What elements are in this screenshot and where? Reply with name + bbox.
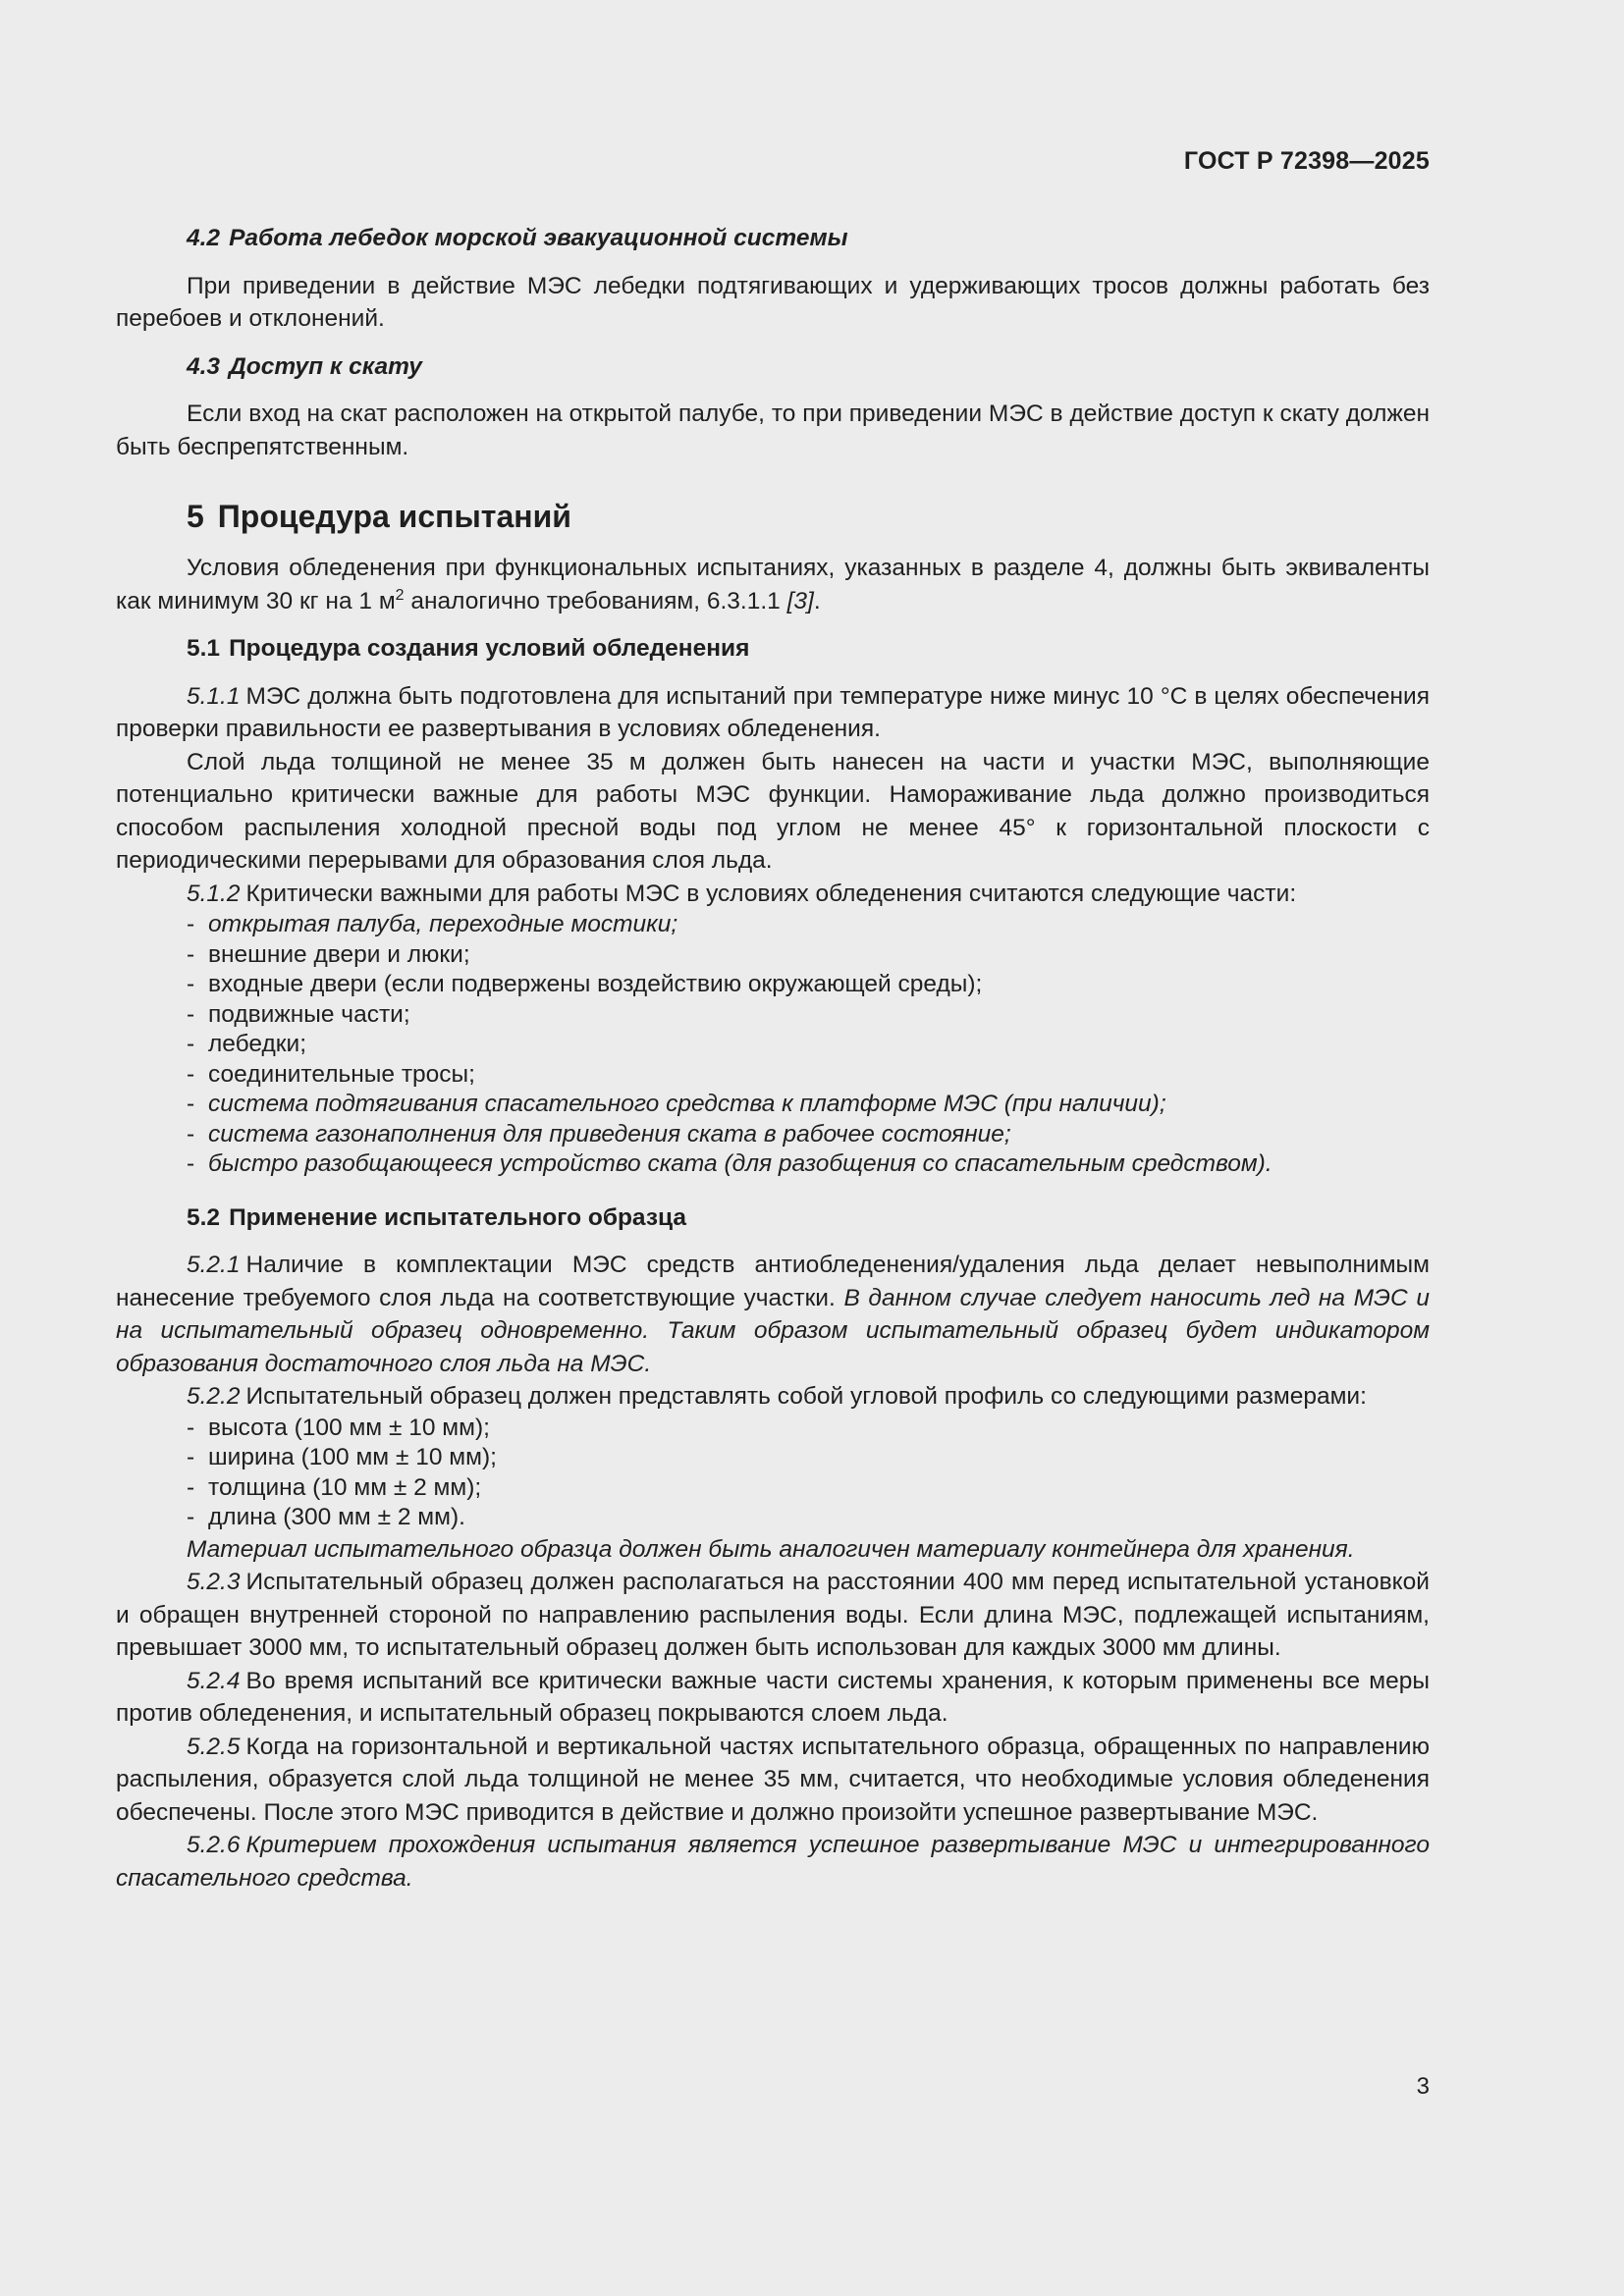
list-item: - ширина (100 мм ± 10 мм); (187, 1444, 497, 1470)
superscript: 2 (395, 586, 405, 604)
list-item: - внешние двери и люки; (187, 940, 470, 968)
section-title: Применение испытательного образца (229, 1203, 687, 1231)
document-body (116, 222, 1430, 1895)
section-number: 5.1 (187, 635, 221, 662)
clause-number: 5.2.2 (187, 1383, 241, 1410)
intro-text: Условия обледенения при функциональных испытаниях, указанных в разделе 4, должны быть эквиваленты как минимум 30 кг на 1 м (116, 555, 1430, 614)
section-5-heading (187, 497, 1430, 536)
material-note: Материал испытательного образца должен быть аналогичен материалу контейнера для хранения. (187, 1535, 1355, 1563)
critical-parts-list (116, 910, 1430, 1180)
paragraph-5-2-4 (116, 1665, 1430, 1731)
list-item: - длина (300 мм ± 2 мм). (187, 1504, 465, 1530)
section-title: Работа лебедок морской эвакуационной системы (229, 225, 848, 251)
section-4-3-text: Если вход на скат расположен на открытой палубе, то при приведении МЭС в действие доступ к скату должен быть беспрепятственным. (116, 400, 1430, 460)
clause-text: МЭС должна быть подготовлена для испытаний при температуре ниже минус 10 °С в целях обеспечения проверки правильности ее развертывания в условиях обледенения. (116, 682, 1430, 742)
list-item: - быстро разобщающееся устройство ската (для разобщения со спасательным средством). (187, 1150, 1272, 1177)
paragraph-5-1-1 (116, 680, 1430, 746)
list-item: - открытая палуба, переходные мостики; (187, 911, 678, 937)
section-number: 5.2 (187, 1203, 221, 1231)
document-id-header: ГОСТ Р 72398—2025 (1183, 147, 1430, 175)
intro-text-cont: аналогично требованиям, 6.3.1.1 (404, 587, 787, 614)
clause-text: Испытательный образец должен представлять собой угловой профиль со следующими размерами: (245, 1383, 1367, 1410)
reference: [3] (786, 587, 814, 614)
section-4-2-heading (187, 222, 1430, 255)
list-item: - подвижные части; (187, 1000, 410, 1028)
section-number: 5 (187, 499, 204, 534)
list-item: - высота (100 мм ± 10 мм); (187, 1414, 490, 1441)
dimensions-list (116, 1414, 1430, 1533)
section-number: 4.3 (187, 352, 221, 380)
paragraph-5-1-1-b: Слой льда толщиной не менее 35 м должен быть нанесен на части и участки МЭС, выполняющие потенциально критически важные для работы МЭС функции. Намораживание льда должно производиться способом распыления холодной пресной воды под углом не менее 45° к горизонтальной плоскости с периодическими перерывами для образования слоя льда. (116, 748, 1430, 874)
list-item: - толщина (10 мм ± 2 мм); (187, 1473, 482, 1501)
clause-text: Критерием прохождения испытания является успешное развертывание МЭС и интегрированного спасательного средства. (116, 1832, 1430, 1892)
page-number: 3 (1416, 2073, 1430, 2100)
clause-text-italic: В данном случае следует наносить лед на МЭС и на испытательный образец одновременно. Таким образом испытательный образец будет индикатором образования достаточного слоя льда на МЭС. (116, 1284, 1431, 1377)
clause-number: 5.2.1 (187, 1252, 241, 1278)
section-title: Доступ к скату (229, 352, 422, 380)
section-5-2-heading (187, 1201, 1430, 1235)
section-number: 4.2 (187, 225, 221, 251)
list-item: - входные двери (если подвержены воздействию окружающей среды); (187, 971, 983, 997)
section-4-2-text: При приведении в действие МЭС лебедки подтягивающих и удерживающих тросов должны работать без перебоев и отклонений. (116, 272, 1430, 332)
paragraph-5-1-2 (116, 878, 1430, 911)
list-item: - лебедки; (187, 1031, 306, 1057)
section-5-intro (116, 552, 1430, 617)
clause-text: Наличие в комплектации МЭС средств антиобледенения/удаления льда делает невыполнимым нанесение требуемого слоя льда на соответствующие участки. (116, 1252, 1430, 1311)
clause-number: 5.2.3 (187, 1569, 241, 1595)
paragraph-5-2-1 (116, 1249, 1430, 1380)
section-title: Процедура испытаний (217, 499, 571, 534)
paragraph-5-2-6 (116, 1829, 1430, 1895)
list-item: - соединительные тросы; (187, 1060, 475, 1088)
clause-number: 5.1.2 (187, 880, 241, 907)
clause-text: Во время испытаний все критически важные части системы хранения, к которым применены все меры против обледенения, и испытательный образец покрываются слоем льда. (116, 1667, 1430, 1727)
list-item: - система газонаполнения для приведения ската в рабочее состояние; (187, 1120, 1011, 1148)
paragraph-5-2-2 (116, 1380, 1430, 1414)
clause-number: 5.2.4 (187, 1667, 241, 1694)
clause-number: 5.2.6 (187, 1832, 241, 1858)
clause-text: Испытательный образец должен располагаться на расстоянии 400 мм перед испытательной установкой и обращен внутренней стороной по направлению распыления воды. Если длина МЭС, подлежащей испытаниям, превышает 3000 мм, то испытательный образец должен быть использован для каждых 3000 мм длины. (116, 1569, 1430, 1661)
section-title: Процедура создания условий обледенения (229, 635, 750, 662)
clause-text: Когда на горизонтальной и вертикальной частях испытательного образца, обращенных по направлению распыления, образуется слой льда толщиной не менее 35 мм, считается, что необходимые условия обледенения обеспечены. После этого МЭС приводится в действие и должно произойти успешное развертывание МЭС. (116, 1733, 1430, 1826)
clause-number: 5.2.5 (187, 1733, 241, 1760)
paragraph-5-2-3 (116, 1566, 1430, 1665)
paragraph-5-2-5 (116, 1731, 1430, 1830)
clause-text: Критически важными для работы МЭС в условиях обледенения считаются следующие части: (245, 880, 1297, 907)
section-4-3-heading (187, 350, 1430, 384)
list-item: - система подтягивания спасательного средства к платформе МЭС (при наличии); (187, 1091, 1166, 1117)
section-5-1-heading (187, 632, 1430, 666)
clause-number: 5.1.1 (187, 682, 241, 710)
period: . (813, 587, 821, 614)
